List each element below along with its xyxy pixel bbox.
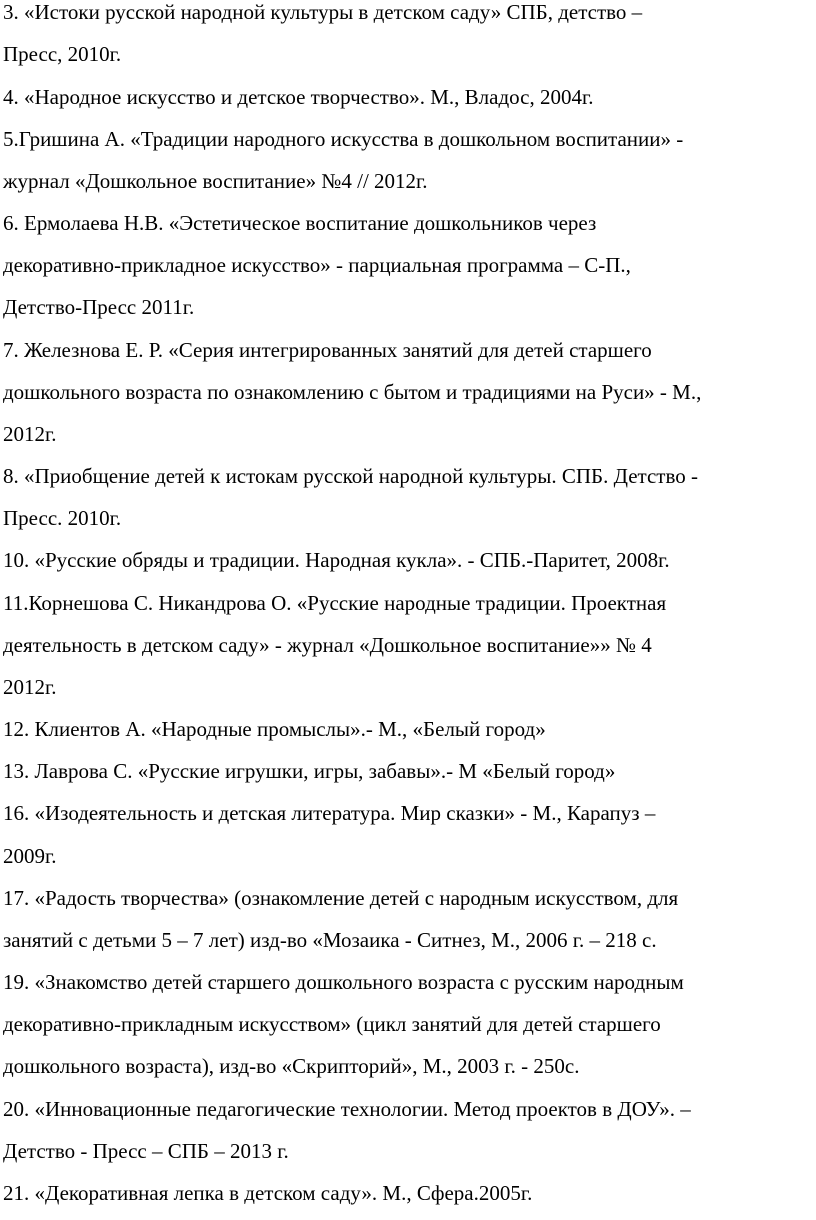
reference-line: 6. Ермолаева Н.В. «Эстетическое воспитание дошкольников через [3, 211, 597, 235]
reference-line: 2012г. [3, 675, 57, 699]
reference-line: дошкольного возраста по ознакомлению с бытом и традициями на Руси» - М., [3, 380, 702, 404]
reference-line: 13. Лаврова С. «Русские игрушки, игры, забавы».- М «Белый город» [3, 759, 616, 783]
reference-line: декоративно-прикладным искусством» (цикл занятий для детей старшего [3, 1012, 661, 1036]
reference-line: 4. «Народное искусство и детское творчество». М., Владос, 2004г. [3, 85, 594, 109]
reference-line: 3. «Истоки русской народной культуры в детском саду» СПБ, детство – [3, 0, 643, 24]
reference-line: 2009г. [3, 844, 57, 868]
reference-line: 5.Гришина А. «Традиции народного искусства в дошкольном воспитании» - [3, 127, 684, 151]
reference-line: 11.Корнешова С. Никандрова О. «Русские народные традиции. Проектная [3, 591, 667, 615]
reference-line: деятельность в детском саду» - журнал «Дошкольное воспитание»» № 4 [3, 633, 652, 657]
reference-line: 21. «Декоративная лепка в детском саду». М., Сфера.2005г. [3, 1181, 533, 1205]
reference-line: дошкольного возраста), изд-во «Скрипторий», М., 2003 г. - 250с. [3, 1054, 580, 1078]
reference-line: 8. «Приобщение детей к истокам русской народной культуры. СПБ. Детство - [3, 464, 698, 488]
reference-line: Пресс, 2010г. [3, 42, 122, 66]
reference-line: декоративно-прикладное искусство» - парциальная программа – С-П., [3, 253, 631, 277]
reference-line: Пресс. 2010г. [3, 506, 122, 530]
reference-line: 20. «Инновационные педагогические технологии. Метод проектов в ДОУ». – [3, 1097, 691, 1121]
reference-line: 10. «Русские обряды и традиции. Народная кукла». - СПБ.-Паритет, 2008г. [3, 548, 670, 572]
reference-line: 12. Клиентов А. «Народные промыслы».- М., «Белый город» [3, 717, 546, 741]
reference-line: 7. Железнова Е. Р. «Серия интегрированных занятий для детей старшего [3, 338, 652, 362]
reference-line: 19. «Знакомство детей старшего дошкольного возраста с русским народным [3, 970, 684, 994]
reference-line: 17. «Радость творчества» (ознакомление детей с народным искусством, для [3, 886, 679, 910]
reference-line: Детство - Пресс – СПБ – 2013 г. [3, 1139, 289, 1163]
reference-line: журнал «Дошкольное воспитание» №4 // 2012г. [3, 169, 428, 193]
reference-line: 2012г. [3, 422, 57, 446]
reference-line: Детство-Пресс 2011г. [3, 295, 195, 319]
reference-line: 16. «Изодеятельность и детская литература. Мир сказки» - М., Карапуз – [3, 801, 656, 825]
reference-line: занятий с детьми 5 – 7 лет) изд-во «Мозаика - Ситнез, М., 2006 г. – 218 с. [3, 928, 657, 952]
